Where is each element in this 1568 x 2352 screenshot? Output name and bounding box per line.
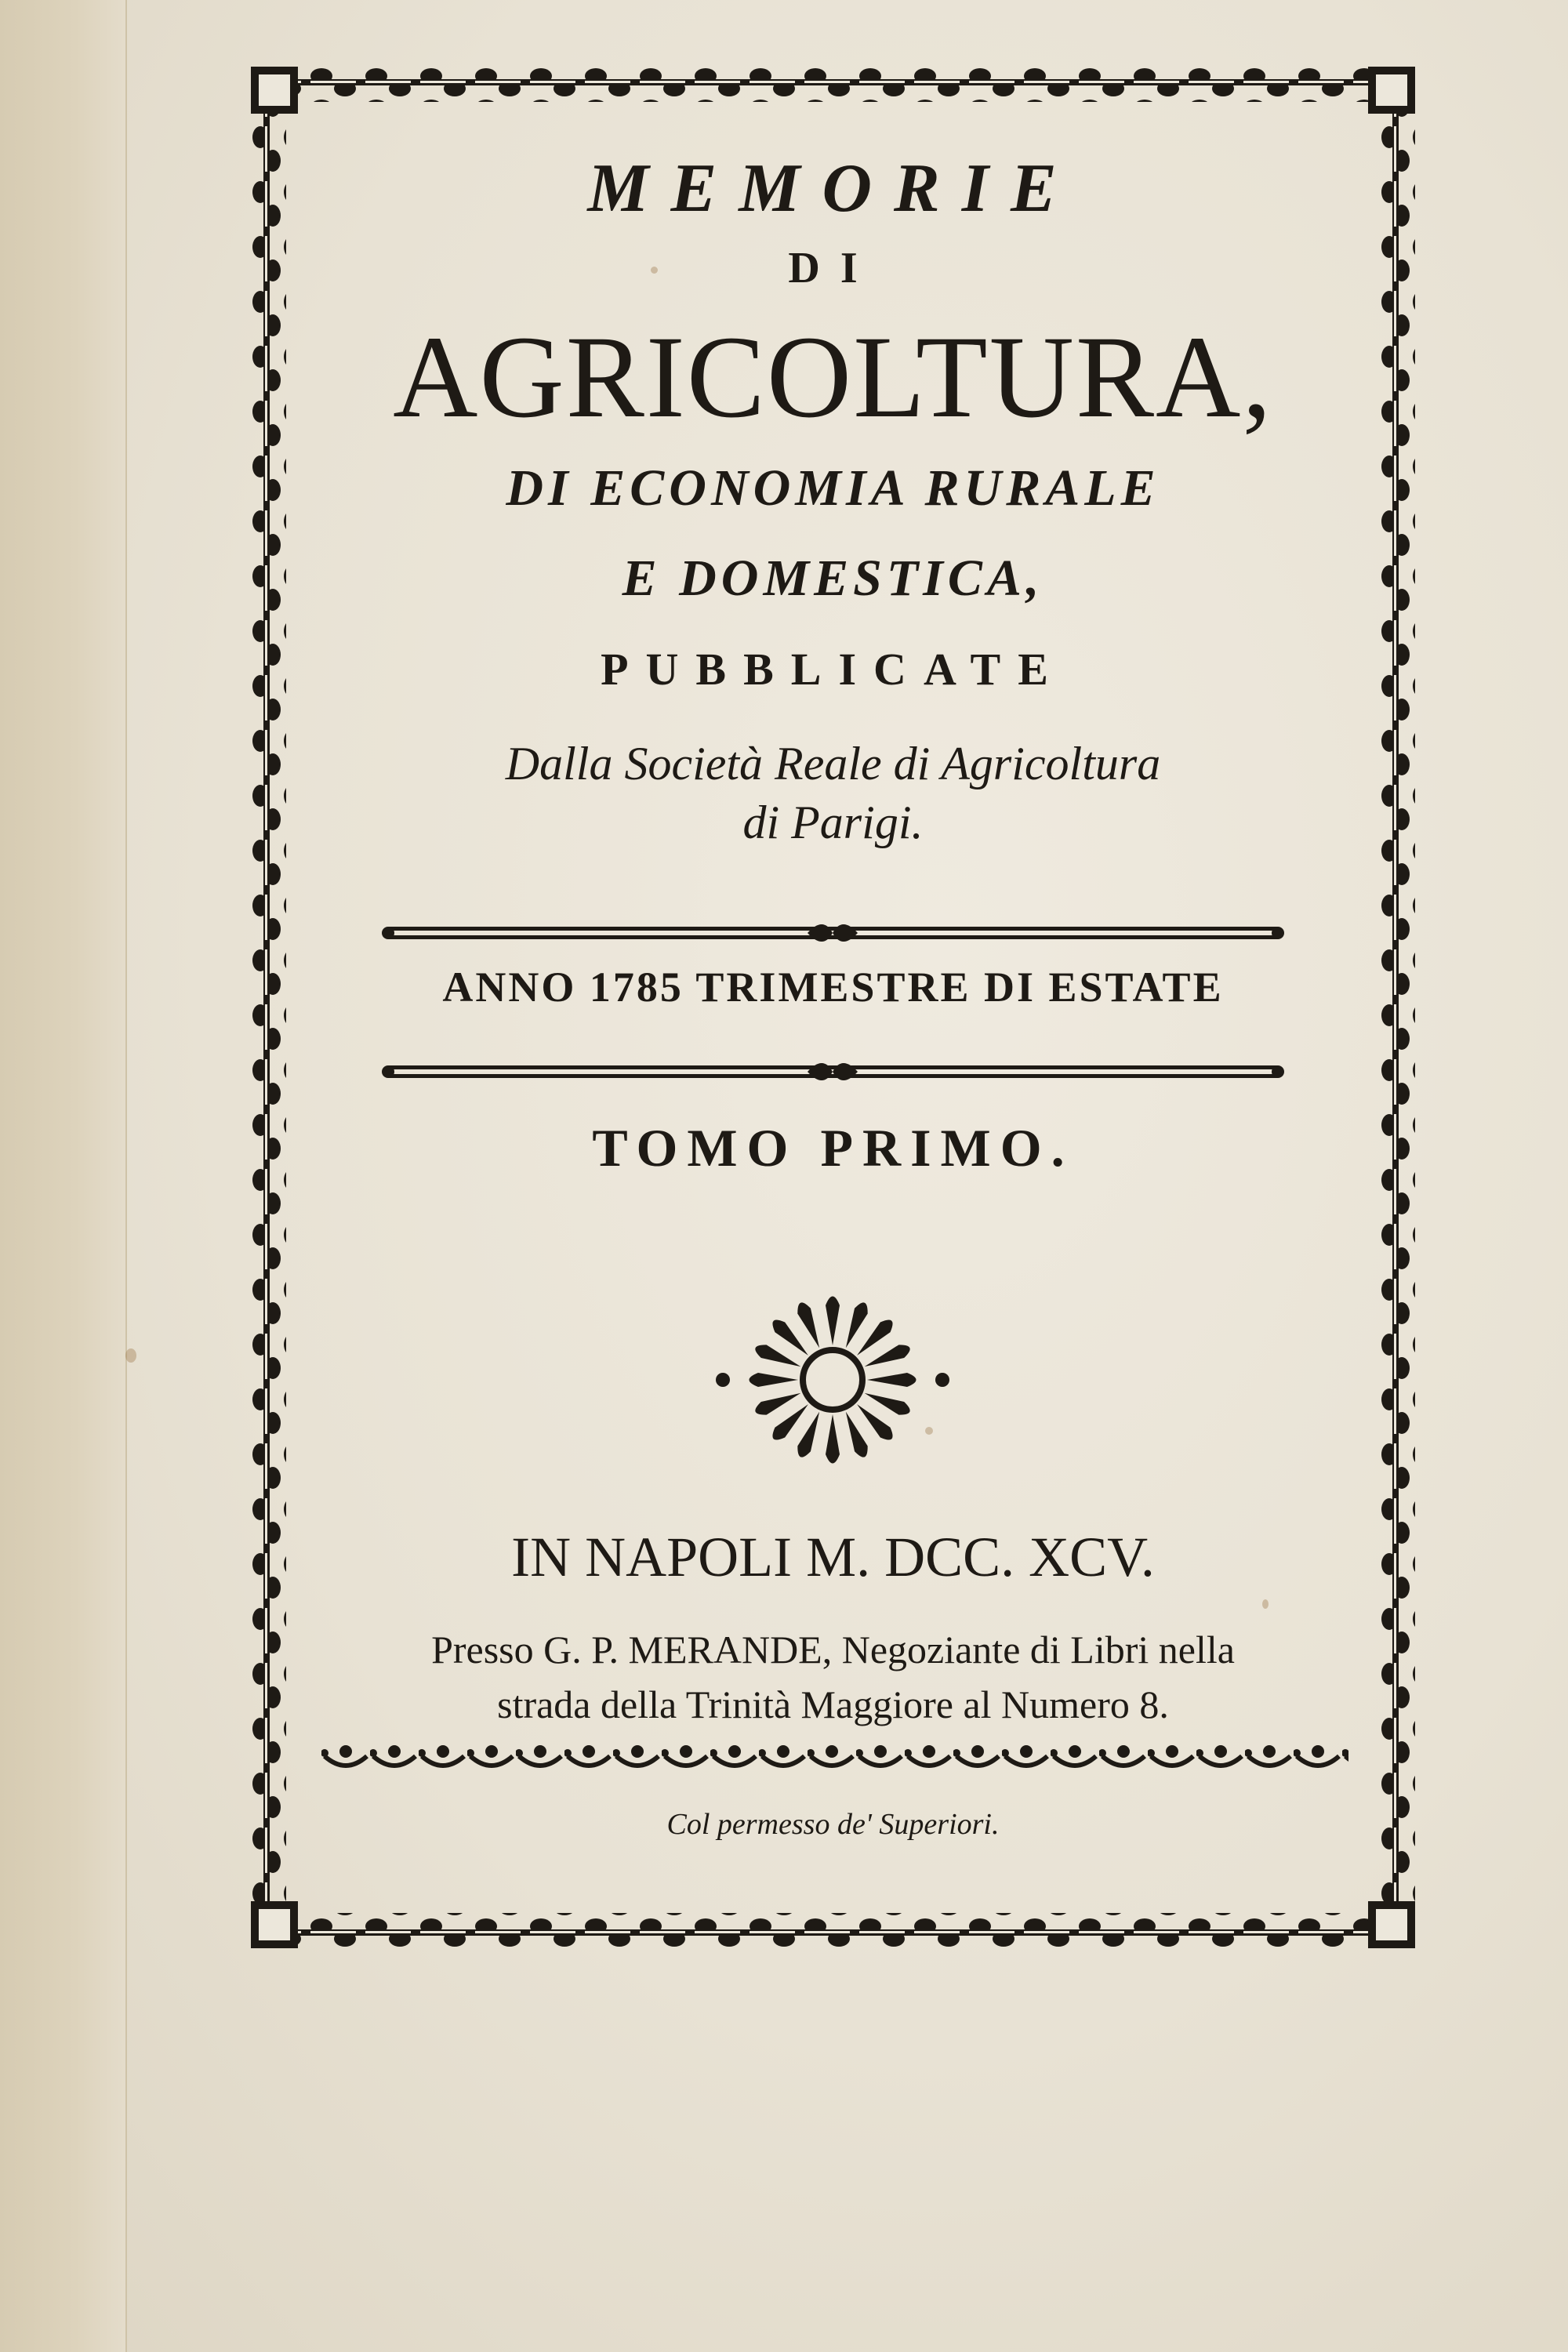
- subtitle-domestica: E DOMESTICA,: [622, 550, 1044, 607]
- publisher-line-2: strada della Trinità Maggiore al Numero 8.: [497, 1682, 1169, 1726]
- title-line-memorie: MEMORIE: [587, 151, 1079, 227]
- permission-line: Col permesso de' Superiori.: [666, 1808, 1000, 1841]
- title-line-di: DI: [788, 244, 878, 292]
- line-societa: Dalla Società Reale di Agricoltura: [505, 738, 1161, 789]
- garland-ornament-icon: [321, 1740, 1348, 1777]
- double-rule-ornament-icon: [380, 917, 1286, 949]
- publisher-line-1: Presso G. P. MERANDE, Negoziante di Libri nella: [431, 1628, 1235, 1671]
- subtitle-economia: DI ECONOMIA RURALE: [506, 459, 1160, 517]
- line-pubblicate: PUBBLICATE: [601, 644, 1065, 695]
- title-page-frame: [251, 67, 1415, 1948]
- binding-gutter: [0, 0, 127, 2352]
- volume-label: TOMO PRIMO.: [592, 1118, 1074, 1178]
- double-rule-ornament-icon: [380, 1056, 1286, 1087]
- line-anno-trimestre: ANNO 1785 TRIMESTRE DI ESTATE: [442, 964, 1224, 1011]
- fleuron-ornament-icon: [715, 1282, 950, 1478]
- imprint-place-date: IN NAPOLI M. DCC. XCV.: [511, 1526, 1155, 1588]
- main-title: AGRICOLTURA,: [393, 312, 1273, 442]
- line-parigi: di Parigi.: [742, 797, 924, 848]
- foxing-spot: [125, 1348, 136, 1363]
